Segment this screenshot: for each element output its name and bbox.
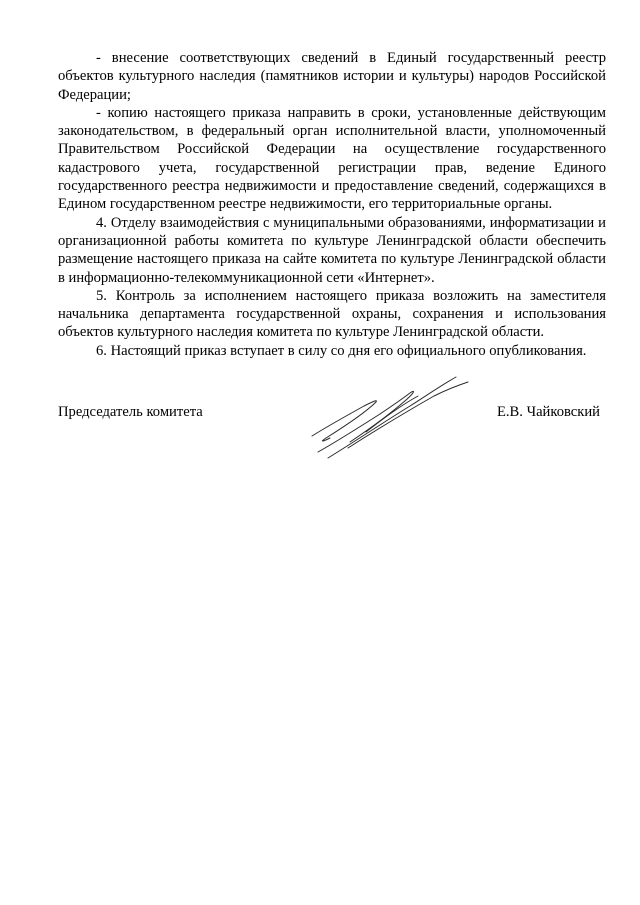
paragraph-copy-federal-agency: - копию настоящего приказа направить в сроки, установленные действующим законодательством, в федеральный орган исполнительной власти, уполномоченный Правительством Российской Федерации на осуществление государственного кадастрового учета, государственной регистрации прав, ведение Единого государственного реестра недвижимости и предоставление сведений, содержащихся в Едином государственном реестре недвижимости, его территориальные органы.: [58, 104, 606, 213]
document-body: [58, 49, 606, 360]
paragraph-registry-entry: - внесение соответствующих сведений в Единый государственный реестр объектов культурного наследия (памятников истории и культуры) народов Российской Федерации;: [58, 50, 606, 103]
paragraph-item-4-website-publication: 4. Отделу взаимодействия с муниципальными образованиями, информатизации и организационной работы комитета по культуре Ленинградской области обеспечить размещение настоящего приказа на сайте комитета по культуре Ленинградской области в информационно-телекоммуникационной сети «Интернет».: [58, 214, 606, 286]
paragraph-item-6-effective-date: 6. Настоящий приказ вступает в силу со дня его официального опубликования.: [96, 342, 587, 359]
signature-block: [58, 398, 606, 478]
paragraph-item-5-control: 5. Контроль за исполнением настоящего приказа возложить на заместителя начальника департамента государственной охраны, сохранения и использования объектов культурного наследия комитета по культуре Ленинградской области.: [58, 287, 606, 341]
signatory-name: Е.В. Чайковский: [496, 404, 600, 420]
handwritten-signature: [306, 372, 476, 464]
signatory-title: Председатель комитета: [58, 404, 203, 420]
